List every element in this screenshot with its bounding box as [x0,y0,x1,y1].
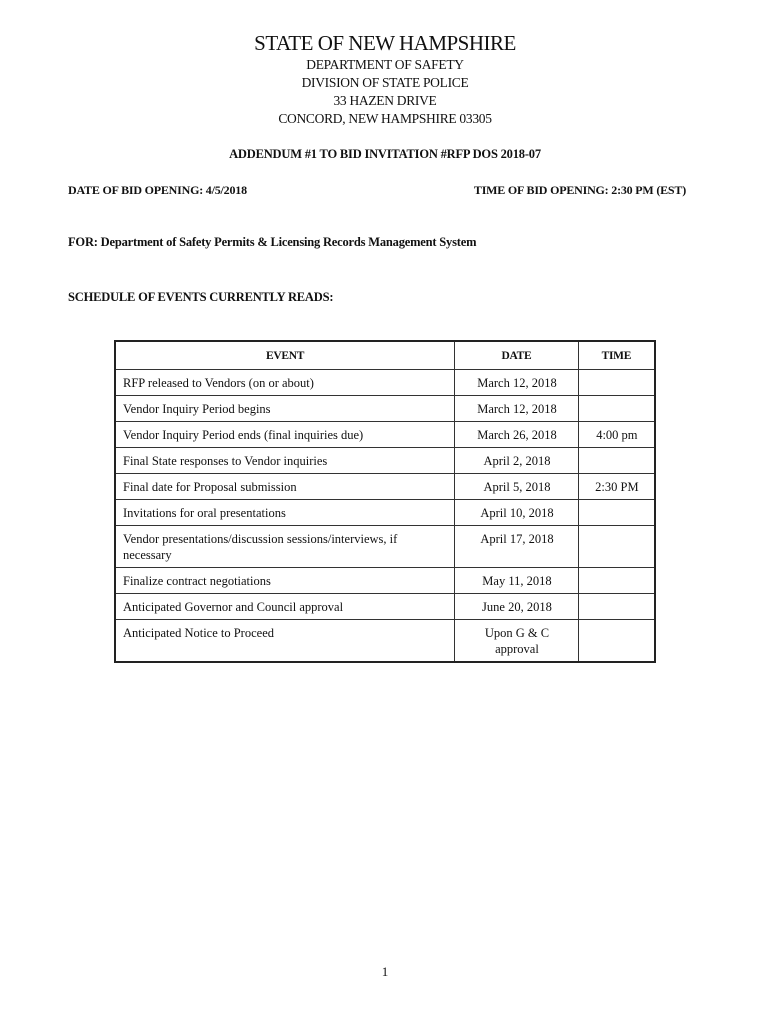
event-cell: Final date for Proposal submission [115,474,455,500]
event-cell: Vendor Inquiry Period ends (final inquiries due) [115,422,455,448]
event-cell: Invitations for oral presentations [115,500,455,526]
table-row [115,620,655,663]
date-cell: March 12, 2018 [455,370,579,396]
schedule-table [114,340,656,663]
table-row [115,422,655,448]
time-cell [578,594,655,620]
table-header-row [115,341,655,370]
event-cell: Vendor presentations/discussion sessions/interviews, if necessary [115,526,455,568]
table-row [115,448,655,474]
department-line: DEPARTMENT OF SAFETY [306,57,464,72]
division-line: DIVISION OF STATE POLICE [301,75,469,90]
event-cell: Finalize contract negotiations [115,568,455,594]
event-cell: Vendor Inquiry Period begins [115,396,455,422]
date-cell: Upon G & C approval [455,620,579,663]
table-row [115,568,655,594]
event-cell: Anticipated Governor and Council approval [115,594,455,620]
city-line: CONCORD, NEW HAMPSHIRE 03305 [278,111,492,126]
date-cell: April 2, 2018 [455,448,579,474]
page-number: 1 [381,964,389,979]
address-line: 33 HAZEN DRIVE [333,93,437,108]
time-cell [578,620,655,663]
table-row [115,370,655,396]
time-cell [578,370,655,396]
time-cell [578,448,655,474]
table-row [115,500,655,526]
time-cell [578,526,655,568]
date-cell: March 12, 2018 [455,396,579,422]
column-header-event: EVENT [115,341,455,370]
schedule-heading: SCHEDULE OF EVENTS CURRENTLY READS: [68,290,334,304]
time-cell: 4:00 pm [578,422,655,448]
date-cell: June 20, 2018 [455,594,579,620]
table-row [115,526,655,568]
date-cell: May 11, 2018 [455,568,579,594]
date-cell: April 10, 2018 [455,500,579,526]
for-line: FOR: Department of Safety Permits & Licensing Records Management System [68,235,477,249]
date-cell: April 17, 2018 [455,526,579,568]
table-row [115,474,655,500]
date-cell: April 5, 2018 [455,474,579,500]
bid-opening-date: DATE OF BID OPENING: 4/5/2018 [68,183,247,197]
time-cell [578,568,655,594]
bid-opening-time: TIME OF BID OPENING: 2:30 PM (EST) [473,183,686,197]
event-cell: Final State responses to Vendor inquiries [115,448,455,474]
document-title: STATE OF NEW HAMPSHIRE [254,31,516,55]
time-cell [578,396,655,422]
column-header-date: DATE [455,341,579,370]
event-cell: Anticipated Notice to Proceed [115,620,455,663]
time-cell [578,500,655,526]
column-header-time: TIME [578,341,655,370]
table-row [115,396,655,422]
addendum-heading: ADDENDUM #1 TO BID INVITATION #RFP DOS 2018-07 [229,147,541,161]
event-cell: RFP released to Vendors (on or about) [115,370,455,396]
time-cell: 2:30 PM [578,474,655,500]
date-cell: March 26, 2018 [455,422,579,448]
table-row [115,594,655,620]
